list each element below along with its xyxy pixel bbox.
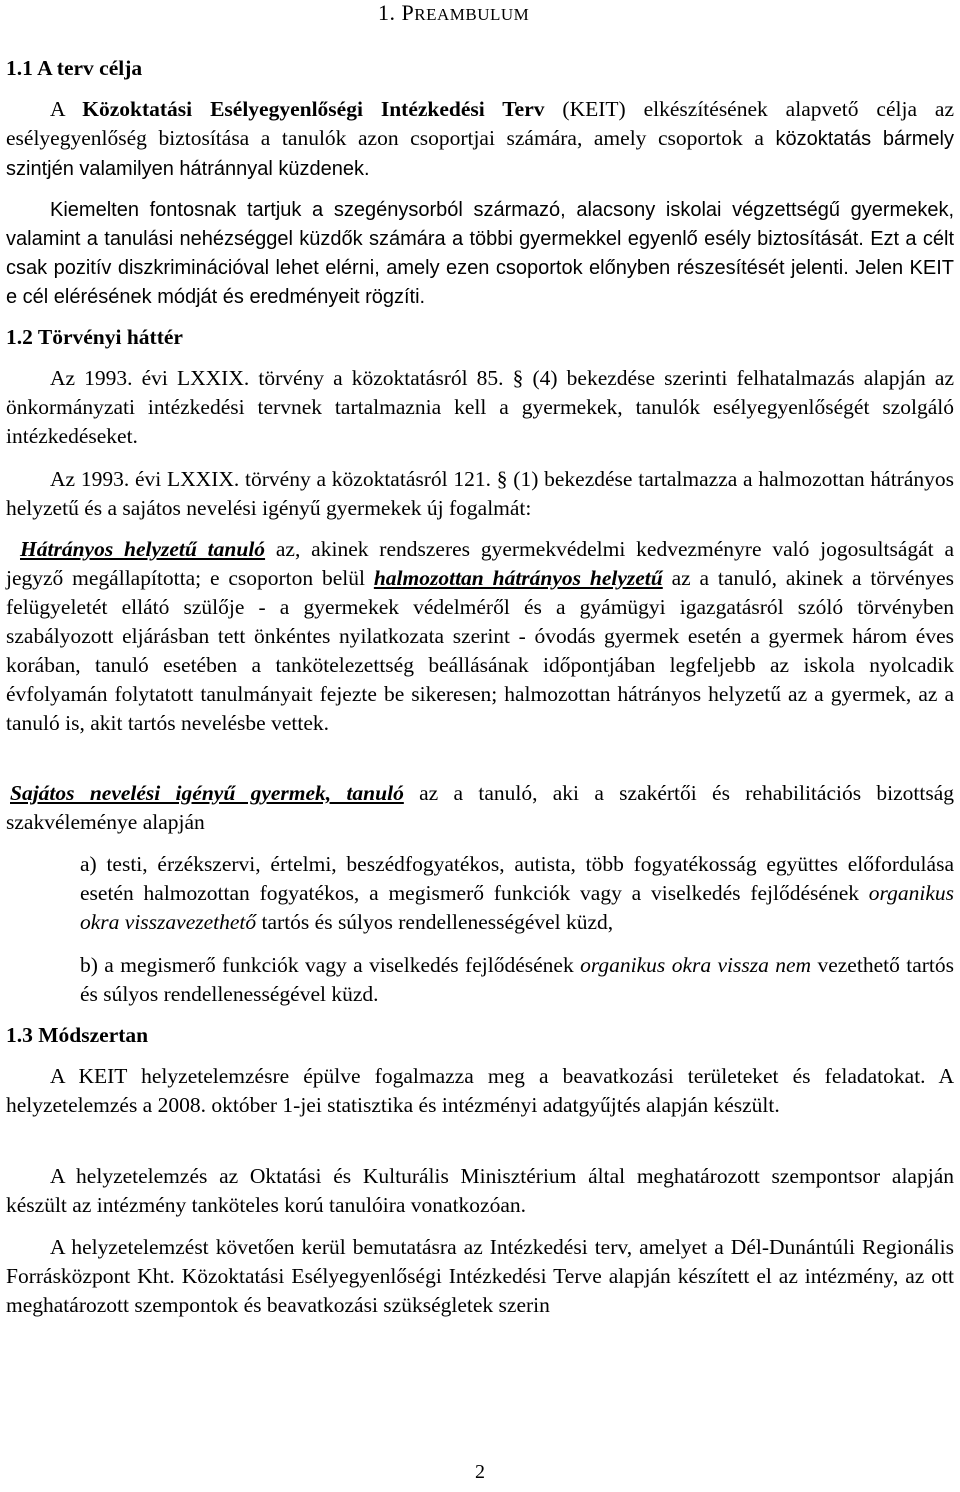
term-disadvantaged: Hátrányos helyzetű tanuló <box>20 537 266 561</box>
section-heading-1-3: 1.3 Módszertan <box>6 1023 149 1047</box>
list-item-b: b) a megismerő funkciók vagy a viselkedés fejlődésének organikus okra vissza nem vezethető tartós és súlyos rendellenességével küzd. <box>80 953 954 1006</box>
page-number: 2 <box>475 1461 485 1483</box>
section-1-3-paragraph-1: A KEIT helyzetelemzésre épülve fogalmazza meg a beavatkozási területeket és feladatokat. A helyzetelemzés a 2008. október 1-jei statisztika és intézményi adatgyűjtés alapján készült. <box>6 1064 954 1117</box>
section-1-2-paragraph-1: Az 1993. évi LXXIX. törvény a közoktatásról 85. § (4) bekezdése szerinti felhatalmazás alapján az önkormányzati intézkedési tervnek tartalmaznia kell a gyermekek, tanulók esélyegyenlőségét szolgáló intézkedéseket. <box>6 366 954 448</box>
section-1-1-paragraph-2: Kiemelten fontosnak tartjuk a szegénysorból származó, alacsony iskolai végzettségű gyermekek, valamint a tanulási nehézséggel küzdők számára a többi gyermekkel egyenlő esély biztosítását. Ezt a célt csak pozitív diszkriminációval lehet elérni, amely ezen csoportok előnyben részesítését jelenti. Jelen KEIT e cél elérésének módját és eredményeit rögzíti. <box>6 199 954 308</box>
keit-title-bold: Közoktatási Esélyegyenlőségi Intézkedési Terv <box>82 97 545 121</box>
section-1-1-paragraph-1: A Közoktatási Esélyegyenlőségi Intézkedési Terv (KEIT) elkészítésének alapvető célja az esélyegyenlőség biztosítása a tanulók azon csoportjai számára, amely csoportok a közoktatás bármely szintjén valamilyen hátránnyal küzdenek. <box>6 97 955 180</box>
page-title: 1. PREAMBULUM <box>378 0 530 25</box>
term-multiply-disadvantaged: halmozottan hátrányos helyzetű <box>373 566 663 590</box>
section-heading-1-2: 1.2 Törvényi háttér <box>6 325 183 349</box>
definition-special-needs: Sajátos nevelési igényű gyermek, tanuló az a tanuló, aki a szakértői és rehabilitációs bizottság szakvéleménye alapján <box>6 781 954 834</box>
section-1-2-paragraph-2: Az 1993. évi LXXIX. törvény a közoktatásról 121. § (1) bekezdése tartalmazza a halmozottan hátrányos helyzetű és a sajátos nevelési igényű gyermekek új fogalmát: <box>6 467 954 520</box>
list-item-a: a) testi, érzékszervi, értelmi, beszédfogyatékos, autista, több fogyatékosság együttes előfordulása esetén halmozottan fogyatékos, a megismerő funkciók vagy a viselkedés fejlődésének organikus okra visszavezethető tartós és súlyos rendellenességével küzd, <box>80 852 954 934</box>
definition-disadvantaged: Hátrányos helyzetű tanuló az, akinek rendszeres gyermekvédelmi kedvezményre való jogosultságát a jegyző megállapította; e csoporton belül halmozottan hátrányos helyzetű az a tanuló, akinek a törvényes felügyeletét ellátó szülője - a gyermekek védelméről és a gyámügyi igazgatásról szóló törvényben szabályozott eljárásban tett önkéntes nyilatkozata szerint - óvodás gyermek esetén a gyermek három éves korában, tanuló esetében a tankötelezettség beállásának időpontjában legfeljebb az iskola nyolcadik évfolyamán folytatott tanulmányait fejezte be sikeresen; halmozottan hátrányos helyzetű az a gyermek, az a tanuló is, akit tartós nevelésbe vettek. <box>6 537 955 735</box>
section-1-3-paragraph-2: A helyzetelemzés az Oktatási és Kulturális Minisztérium által meghatározott szempontsor alapján készült az intézmény tanköteles korú tanulóira vonatkozóan. <box>6 1164 954 1217</box>
section-heading-1-1: 1.1 A terv célja <box>6 56 143 80</box>
term-special-needs: Sajátos nevelési igényű gyermek, tanuló <box>10 781 404 805</box>
section-1-3-paragraph-3: A helyzetelemzést követően kerül bemutatásra az Intézkedési terv, amelyet a Dél-Dunántúli Regionális Forrásközpont Kht. Közoktatási Esélyegyenlőségi Intézkedési Terve alapján készített el az intézmény, az ott meghatározott szempontok és beavatkozási szükségletek szerin <box>6 1235 954 1317</box>
